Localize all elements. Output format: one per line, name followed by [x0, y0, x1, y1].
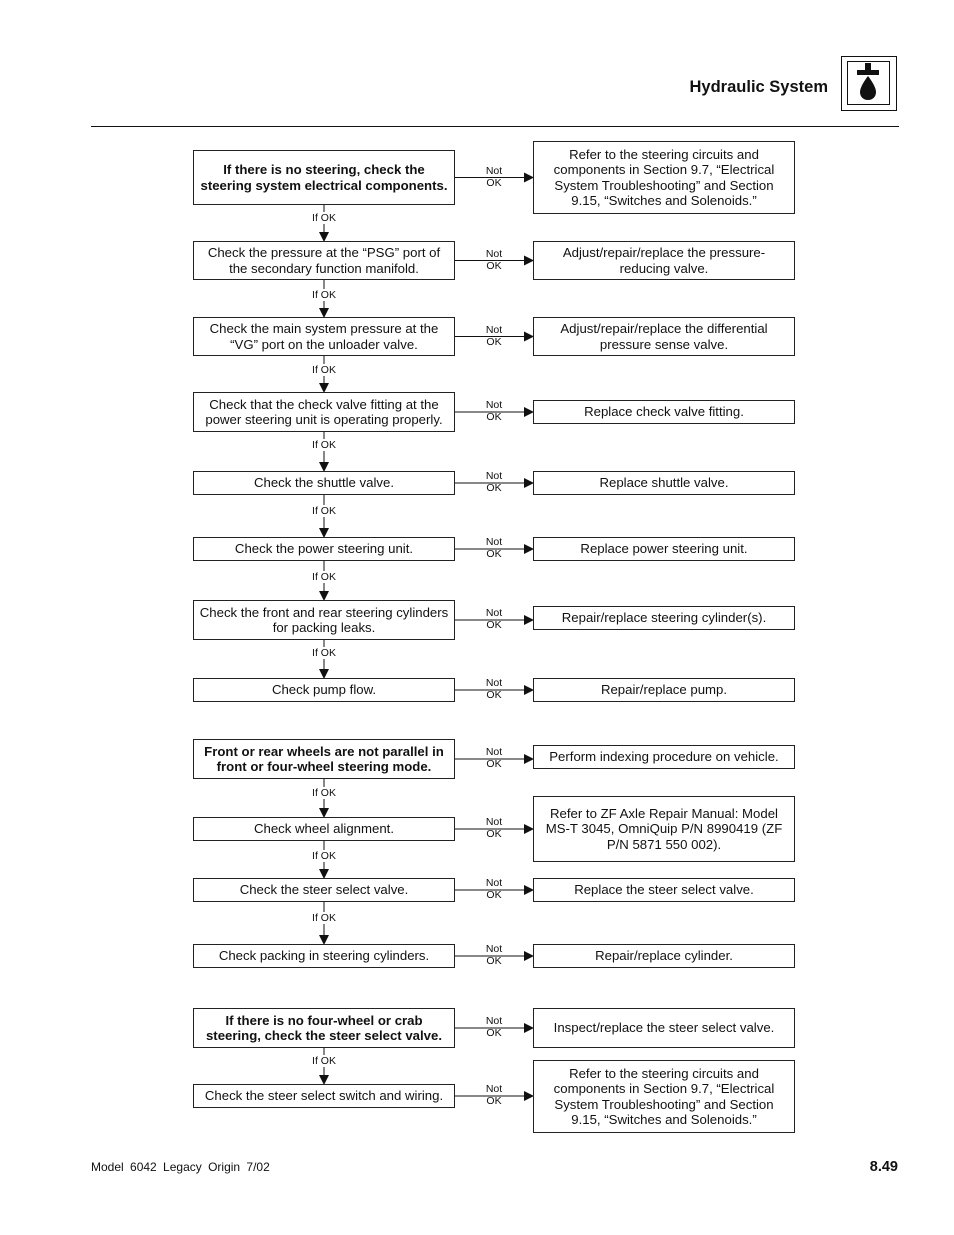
- check-step-box: Check that the check valve fitting at the power steering unit is operating properly.: [193, 392, 455, 432]
- not-ok-label-ok: OK: [486, 482, 502, 494]
- check-step-box: Check the pressure at the “PSG” port of the secondary function manifold.: [193, 241, 455, 280]
- not-ok-label-ok: OK: [486, 889, 502, 901]
- not-ok-label-ok: OK: [486, 1027, 502, 1039]
- not-ok-label-ok: OK: [486, 335, 502, 348]
- not-ok-label-not: Not: [485, 816, 503, 828]
- if-ok-label: If OK: [304, 289, 344, 301]
- remedy-box: Replace power steering unit.: [533, 537, 795, 561]
- remedy-box: Repair/replace cylinder.: [533, 944, 795, 968]
- not-ok-label-ok: OK: [486, 548, 502, 560]
- if-ok-label: If OK: [304, 439, 344, 451]
- not-ok-label-ok: OK: [486, 411, 502, 423]
- check-step-box: Check the front and rear steering cylinders for packing leaks.: [193, 600, 455, 640]
- if-ok-label: If OK: [304, 850, 344, 862]
- check-step-box: Front or rear wheels are not parallel in front or four-wheel steering mode.: [193, 739, 455, 779]
- remedy-box: Adjust/repair/replace the differential pressure sense valve.: [533, 317, 795, 356]
- not-ok-label-ok: OK: [486, 955, 502, 967]
- not-ok-label-not: Not: [485, 1015, 503, 1027]
- check-step-box: Check the steer select valve.: [193, 878, 455, 902]
- remedy-box: Perform indexing procedure on vehicle.: [533, 745, 795, 769]
- if-ok-label: If OK: [304, 571, 344, 583]
- if-ok-label: If OK: [304, 912, 344, 924]
- not-ok-label-not: Not: [485, 399, 503, 411]
- not-ok-label-not: Not: [485, 470, 503, 482]
- check-step-box: If there is no four-wheel or crab steering, check the steer select valve.: [193, 1008, 455, 1048]
- not-ok-label-ok: OK: [486, 828, 502, 840]
- check-step-box: Check the shuttle valve.: [193, 471, 455, 495]
- remedy-box: Repair/replace steering cylinder(s).: [533, 606, 795, 630]
- check-step-box: Check wheel alignment.: [193, 817, 455, 841]
- not-ok-label-ok: OK: [486, 1095, 502, 1107]
- page-title: Hydraulic System: [689, 78, 828, 96]
- remedy-box: Repair/replace pump.: [533, 678, 795, 702]
- check-step-box: Check pump flow.: [193, 678, 455, 702]
- page-number: 8.49: [869, 1159, 898, 1175]
- remedy-box: Inspect/replace the steer select valve.: [533, 1008, 795, 1048]
- not-ok-label-not: Not: [485, 943, 503, 955]
- footer-model-info: Model 6042 Legacy Origin 7/02: [91, 1160, 270, 1174]
- not-ok-label-not: Not: [485, 164, 503, 177]
- not-ok-label-ok: OK: [486, 619, 502, 631]
- remedy-box: Adjust/repair/replace the pressure-reducing valve.: [533, 241, 795, 280]
- not-ok-label-ok: OK: [486, 758, 502, 770]
- not-ok-label-not: Not: [485, 677, 503, 689]
- if-ok-label: If OK: [304, 647, 344, 659]
- not-ok-label-not: Not: [485, 1083, 503, 1095]
- remedy-box: Replace the steer select valve.: [533, 878, 795, 902]
- not-ok-label-not: Not: [485, 607, 503, 619]
- if-ok-label: If OK: [304, 505, 344, 517]
- if-ok-label: If OK: [304, 364, 344, 376]
- check-step-box: Check packing in steering cylinders.: [193, 944, 455, 968]
- not-ok-label-ok: OK: [486, 259, 502, 272]
- remedy-box: Refer to ZF Axle Repair Manual: Model MS-T 3045, OmniQuip P/N 8990419 (ZF P/N 5871 550 002).: [533, 796, 795, 862]
- remedy-box: Refer to the steering circuits and components in Section 9.7, “Electrical System Troubleshooting” and Section 9.15, “Switches and Solenoids.”: [533, 141, 795, 214]
- check-step-box: If there is no steering, check the steering system electrical components.: [193, 150, 455, 205]
- if-ok-label: If OK: [304, 212, 344, 224]
- not-ok-label-not: Not: [485, 323, 503, 336]
- not-ok-label-not: Not: [485, 247, 503, 260]
- remedy-box: Replace shuttle valve.: [533, 471, 795, 495]
- check-step-box: Check the power steering unit.: [193, 537, 455, 561]
- not-ok-label-ok: OK: [486, 176, 502, 189]
- remedy-box: Replace check valve fitting.: [533, 400, 795, 424]
- if-ok-label: If OK: [304, 787, 344, 799]
- check-step-box: Check the steer select switch and wiring.: [193, 1084, 455, 1108]
- remedy-box: Refer to the steering circuits and components in Section 9.7, “Electrical System Troubleshooting” and Section 9.15, “Switches and Solenoids.”: [533, 1060, 795, 1133]
- not-ok-label-not: Not: [485, 746, 503, 758]
- check-step-box: Check the main system pressure at the “VG” port on the unloader valve.: [193, 317, 455, 356]
- if-ok-label: If OK: [304, 1055, 344, 1067]
- not-ok-label-not: Not: [485, 877, 503, 889]
- not-ok-label-ok: OK: [486, 689, 502, 701]
- not-ok-label-not: Not: [485, 536, 503, 548]
